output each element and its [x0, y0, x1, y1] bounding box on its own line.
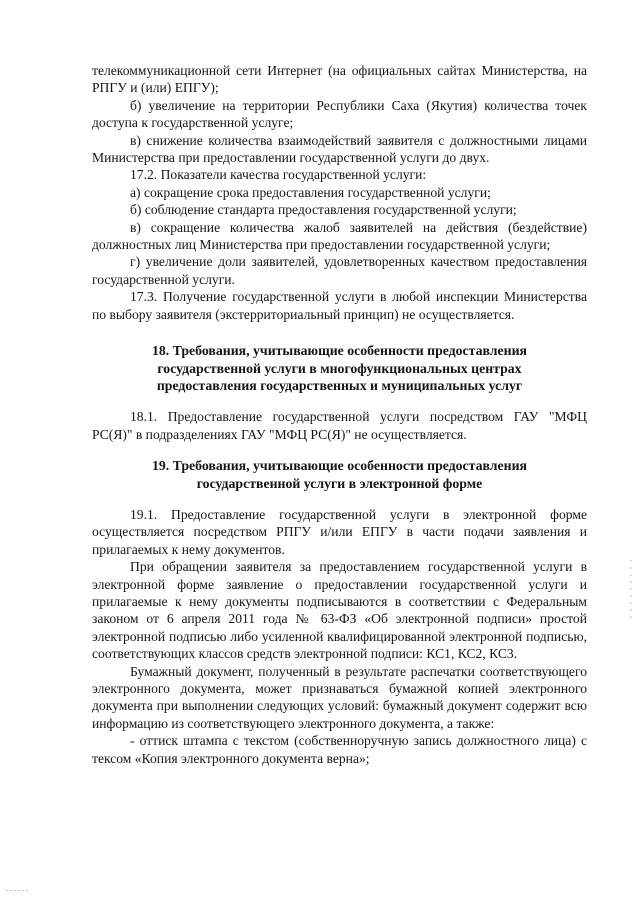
heading-line: государственной услуги в электронной форме [196, 475, 483, 491]
paragraph-18-1: 18.1. Предоставление государственной услуги посредством ГАУ "МФЦ РС(Я)" в подразделениях ГАУ "МФЦ РС(Я)" не осуществляется. [92, 409, 587, 442]
section-18-heading [92, 342, 587, 394]
paragraph-17-2-a: а) сокращение срока предоставления государственной услуги; [130, 184, 491, 200]
spacer [92, 492, 587, 506]
spacer [92, 323, 587, 342]
spacer [92, 443, 587, 457]
spacer [92, 394, 587, 408]
paragraph-stamp: - оттиск штампа с текстом (собственноручную запись должностного лица) с тексом «Копия электронного документа верна»; [92, 733, 587, 766]
heading-line: 19. Требования, учитывающие особенности предоставления [151, 458, 528, 474]
paragraph-17-2: 17.2. Показатели качества государственной услуги: [130, 167, 427, 183]
scan-specks-bottom [6, 890, 28, 891]
heading-line: государственной услуги в многофункциональных центрах [157, 360, 522, 376]
heading-line: 18. Требования, учитывающие особенности предоставления [151, 343, 528, 359]
heading-line: предоставления государственных и муниципальных услуг [156, 377, 523, 393]
paragraph-access-points: б) увеличение на территории Республики Саха (Якутия) количества точек доступа к государственной услуге; [92, 97, 587, 131]
paragraph-17-2-b: б) соблюдение стандарта предоставления государственной услуги; [130, 202, 517, 218]
paragraph-electronic-signature: При обращении заявителя за предоставлением государственной услуги в электронной форме заявление о предоставлении государственной услуги и прилагаемые к нему документы подписываются в соответствии с Федеральным законом от 6 апреля 2011 года № 63-ФЗ «Об электронной подписи» простой электронной подписью либо усиленной квалифицированной электронной подписью, соответствующих классов средств электронной подписи: КС1, КС2, КС3. [92, 559, 587, 662]
section-19-heading [92, 457, 587, 492]
paragraph-interactions: в) снижение количества взаимодействий заявителя с должностными лицами Министерства при предоставлении государственной услуги до двух. [92, 132, 587, 166]
paragraph-17-2-v: в) сокращение количества жалоб заявителей на действия (бездействие) должностных лиц Министерства при предоставлении государственной услуги; [92, 219, 587, 253]
paragraph-19-1: 19.1. Предоставление государственной услуги в электронной форме осуществляется посредством РПГУ и/или ЕПГУ в части подачи заявления и прилагаемых к нему документов. [92, 506, 587, 557]
paragraph-17-2-g: г) увеличение доли заявителей, удовлетворенных качеством предоставления государственной услуги. [92, 254, 587, 287]
paragraph-paper-copy: Бумажный документ, полученный в результате распечатки соответствующего электронного документа, может признаваться бумажной копией электронного документа при выполнении следующих условий: бумажный документ содержит всю информацию из соответствующего электронного документа, а также: [92, 663, 587, 731]
paragraph-internet-sites: телекоммуникационной сети Интернет (на официальных сайтах Министерства, на РПГУ и (или) ЕПГУ); [92, 63, 587, 96]
document-page [92, 62, 587, 767]
paragraph-17-3: 17.3. Получение государственной услуги в любой инспекции Министерства по выбору заявителя (экстерриториальный принцип) не осуществляется. [92, 289, 587, 322]
scan-specks [630, 560, 632, 620]
